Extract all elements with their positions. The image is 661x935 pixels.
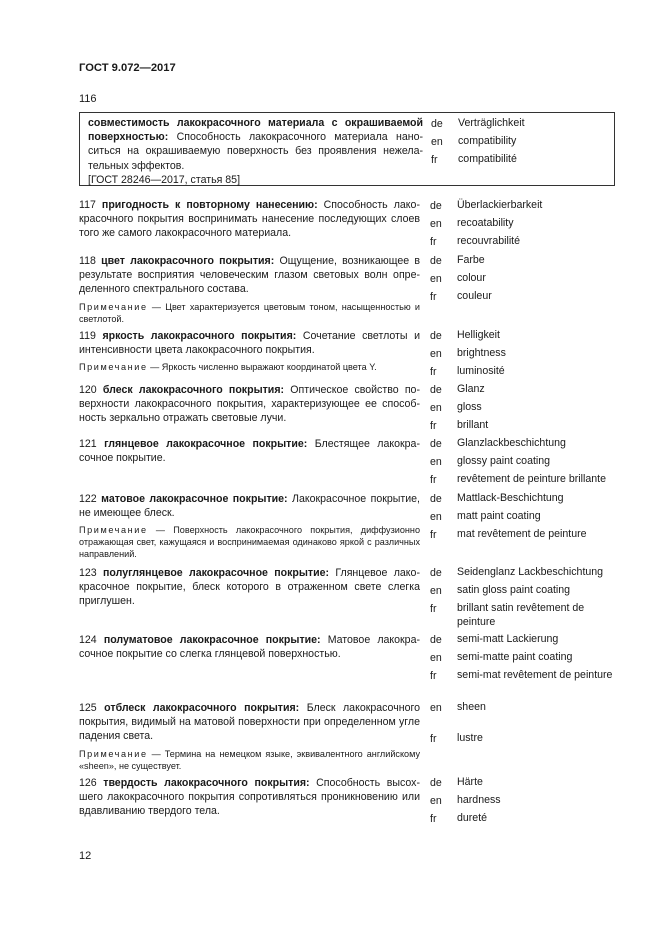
entry-paragraph (79, 198, 420, 241)
entry-number: 117 (79, 199, 96, 211)
foreign-term: matt paint coating (457, 510, 541, 522)
translation-row (430, 528, 625, 546)
entry-119 (79, 329, 420, 373)
translation-row (430, 510, 625, 528)
translation-row (430, 347, 625, 365)
entry-number: 125 (79, 702, 97, 714)
entry-126 (79, 776, 420, 819)
foreign-term: semi-mat revêtement de peinture (457, 669, 613, 681)
lang-code: de (431, 118, 443, 130)
translations-119 (430, 329, 625, 383)
translation-row (430, 329, 625, 347)
translation-row (430, 473, 625, 491)
foreign-term: brillant (457, 419, 489, 431)
translation-row (430, 584, 625, 602)
foreign-term: Farbe (457, 254, 485, 266)
entry-123 (79, 566, 420, 609)
entry-paragraph (79, 437, 420, 465)
entry-number: 123 (79, 567, 97, 579)
lang-code: en (430, 702, 442, 714)
foreign-term: Überlackierbarkeit (457, 199, 543, 211)
entry-125 (79, 701, 420, 772)
translations-123 (430, 566, 625, 634)
note-label: Примечание (79, 362, 148, 373)
entry-definition: Сочетание светлоты и интенсивности цвета лакокрасочного покрытия. (79, 330, 420, 357)
translation-row (431, 153, 626, 171)
entry-definition: Способность высохшего лакокрасочного покрытия сопротивляться проникновению или вдавливанию твердого тела. (79, 777, 420, 818)
note-text: — Термина на немецком языке, эквивалентного английскому «sheen», не существует. (79, 748, 420, 771)
lang-code: en (430, 511, 442, 523)
translations-122 (430, 492, 625, 546)
translation-row (430, 235, 625, 253)
entry-paragraph (79, 492, 420, 520)
translation-row (430, 812, 625, 830)
lang-code: de (430, 384, 442, 396)
lang-code: en (430, 456, 442, 468)
lang-code: fr (430, 813, 437, 825)
translation-row (430, 701, 625, 732)
note-text: — Яркость численно выражают координатой цвета Y. (147, 362, 377, 373)
lang-code: fr (430, 603, 437, 615)
entry-paragraph (79, 566, 420, 609)
lang-code: en (430, 402, 442, 414)
entry-term: полуматовое лакокрасочное покрытие: (103, 634, 321, 646)
foreign-term: glossy paint coating (457, 455, 551, 467)
foreign-term: Härte (457, 776, 483, 788)
lang-code: fr (430, 420, 437, 432)
translation-row (430, 602, 625, 634)
entry-definition: Лакокрасочное покрытие, не имеющее блеск. (79, 493, 420, 520)
entry-term: цвет лакокрасочного покрытия: (101, 255, 275, 267)
entry-term: матовое лакокрасочное покрытие: (101, 493, 288, 505)
entry-definition: Глянцевое лакокрасочное покрытие, блеск которого в отраженном свете слегка приглушен. (79, 567, 420, 608)
entry-124 (79, 633, 420, 661)
lang-code: de (430, 567, 442, 579)
entry-note (79, 301, 420, 325)
lang-code: de (430, 634, 442, 646)
entry-paragraph (79, 776, 420, 819)
note-text: — Поверхность лакокрасочного покрытия, диффузионно отражающая свет, кажущаяся и воспринимаемая одинаково яркой с различных направлений. (79, 525, 420, 560)
translation-row (430, 669, 625, 701)
translation-row (430, 492, 625, 510)
translations-120 (430, 383, 625, 437)
foreign-term: revêtement de peinture brillante (457, 473, 606, 485)
translations (431, 117, 626, 171)
entry-term: совместимость лакокрасочного материала с окрашиваемой поверхностью: (88, 117, 423, 144)
translation-row (430, 401, 625, 419)
entry-paragraph (79, 329, 420, 357)
lang-code: de (430, 777, 442, 789)
entry-box-116 (79, 112, 615, 186)
foreign-term: luminosité (457, 365, 505, 377)
entry-note (79, 748, 420, 772)
entry-term: отблеск лакокрасочного покрытия: (104, 702, 300, 714)
entry-117 (79, 198, 420, 241)
lang-code: en (431, 136, 443, 148)
foreign-term: Glanz (457, 383, 485, 395)
entry-definition: Способность лакокрасочного материала наноситься на окрашиваемую поверхность без проявления нежелательных эффектов. (88, 131, 423, 172)
translation-row (430, 217, 625, 235)
note-label: Примечание (79, 301, 148, 312)
foreign-term: sheen (457, 701, 486, 713)
entry-number: 126 (79, 777, 97, 789)
entry-paragraph (79, 383, 420, 426)
entry-term: яркость лакокрасочного покрытия: (102, 330, 297, 342)
foreign-term: hardness (457, 794, 501, 806)
foreign-term: compatibilité (458, 153, 517, 165)
entry-number: 124 (79, 634, 97, 646)
foreign-term: dureté (457, 812, 488, 824)
entry-paragraph (88, 116, 423, 173)
lang-code: fr (430, 236, 437, 248)
entry-paragraph (79, 254, 420, 297)
translation-row (430, 199, 625, 217)
entry-122 (79, 492, 420, 560)
section-number: 116 (79, 93, 97, 105)
translation-row (430, 383, 625, 401)
lang-code: fr (430, 366, 437, 378)
translation-row (430, 794, 625, 812)
entry-paragraph (79, 633, 420, 661)
foreign-term: mat revêtement de peinture (457, 528, 587, 540)
translation-row (430, 254, 625, 272)
foreign-term: Seidenglanz Lackbeschichtung (457, 566, 604, 578)
foreign-term: brightness (457, 347, 506, 359)
entry-118 (79, 254, 420, 325)
foreign-term: Mattlack-Beschichtung (457, 492, 564, 504)
translation-row (431, 135, 626, 153)
translation-row (430, 633, 625, 651)
translations-124 (430, 633, 625, 701)
translation-row (430, 455, 625, 473)
lang-code: en (430, 348, 442, 360)
entry-definition: Блеск лакокрасочного покрытия, видимый на матовой поверхности при определенном угле падения света. (79, 702, 420, 743)
foreign-term: semi-matte paint coating (457, 651, 573, 663)
page-number: 12 (79, 850, 92, 862)
translation-row (430, 732, 625, 750)
foreign-term: recoatability (457, 217, 514, 229)
foreign-term: compatibility (458, 135, 517, 147)
translations-125 (430, 701, 625, 750)
translations-117 (430, 199, 625, 253)
document-header: ГОСТ 9.072—2017 (79, 62, 176, 74)
entry-text (88, 116, 423, 187)
entry-definition: Матовое лакокрасочное покрытие со слегка глянцевой поверхностью. (79, 634, 420, 661)
note-label: Примечание (79, 525, 148, 536)
translation-row (430, 419, 625, 437)
entry-definition: Ощущение, возникающее в результате восприятия человеческим глазом световых волн определенного спектрального состава. (79, 255, 420, 296)
entry-term: блеск лакокрасочного покрытия: (102, 384, 285, 396)
lang-code: de (430, 493, 442, 505)
lang-code: fr (430, 529, 437, 541)
lang-code: de (430, 255, 442, 267)
foreign-term: satin gloss paint coating (457, 584, 571, 596)
entry-term: пригодность к повторному нанесению: (101, 199, 318, 211)
translation-row (430, 651, 625, 669)
foreign-term: lustre (457, 732, 483, 744)
entry-definition: Способность лакокрасочного покрытия воспринимать нанесение последующих слоев того же самого лакокрасочного материала. (79, 199, 420, 240)
entry-number: 121 (79, 438, 97, 450)
lang-code: en (430, 218, 442, 230)
lang-code: en (430, 585, 442, 597)
foreign-term: Glanzlackbeschichtung (457, 437, 566, 449)
entry-term: глянцевое лакокрасочное покрытие: (104, 438, 308, 450)
note-label: Примечание (79, 748, 148, 759)
entry-note (79, 361, 420, 373)
entry-120 (79, 383, 420, 426)
foreign-term: recouvrabilité (457, 235, 521, 247)
entry-121 (79, 437, 420, 465)
lang-code: fr (430, 733, 437, 745)
translation-row (430, 437, 625, 455)
translations-121 (430, 437, 625, 491)
entry-number: 119 (79, 330, 96, 342)
lang-code: de (430, 438, 442, 450)
foreign-term: semi-matt Lackierung (457, 633, 559, 645)
lang-code: de (430, 200, 442, 212)
entry-term: полуглянцевое лакокрасочное покрытие: (103, 567, 330, 579)
translation-row (431, 117, 626, 135)
translation-row (430, 566, 625, 584)
entry-definition: Блестящее лакокрасочное покрытие. (79, 438, 420, 465)
entry-number: 120 (79, 384, 97, 396)
lang-code: de (430, 330, 442, 342)
entry-definition: Оптическое свойство поверхности лакокрасочного покрытия, характеризующее ее способность зеркально отражать световые лучи. (79, 384, 420, 425)
foreign-term: gloss (457, 401, 482, 413)
lang-code: en (430, 795, 442, 807)
lang-code: en (430, 652, 442, 664)
translations-118 (430, 254, 625, 308)
entry-note (79, 524, 420, 560)
translations-126 (430, 776, 625, 830)
foreign-term: colour (457, 272, 486, 284)
translation-row (430, 776, 625, 794)
translation-row (430, 365, 625, 383)
entry-paragraph (79, 701, 420, 744)
translation-row (430, 290, 625, 308)
lang-code: fr (430, 291, 437, 303)
foreign-term: couleur (457, 290, 492, 302)
entry-number: 118 (79, 255, 96, 267)
entry-source: [ГОСТ 28246—2017, статья 85] (88, 173, 241, 186)
lang-code: en (430, 273, 442, 285)
lang-code: fr (430, 474, 437, 486)
entry-term: твердость лакокрасочного покрытия: (103, 777, 310, 789)
entry-number: 122 (79, 493, 97, 505)
lang-code: fr (431, 154, 438, 166)
lang-code: fr (430, 670, 437, 682)
foreign-term: brillant satin revêtement de peinture (457, 602, 585, 628)
translation-row (430, 272, 625, 290)
foreign-term: Verträglichkeit (458, 117, 525, 129)
foreign-term: Helligkeit (457, 329, 500, 341)
note-text: — Цвет характеризуется цветовым тоном, насыщенностью и светлотой. (79, 301, 420, 324)
